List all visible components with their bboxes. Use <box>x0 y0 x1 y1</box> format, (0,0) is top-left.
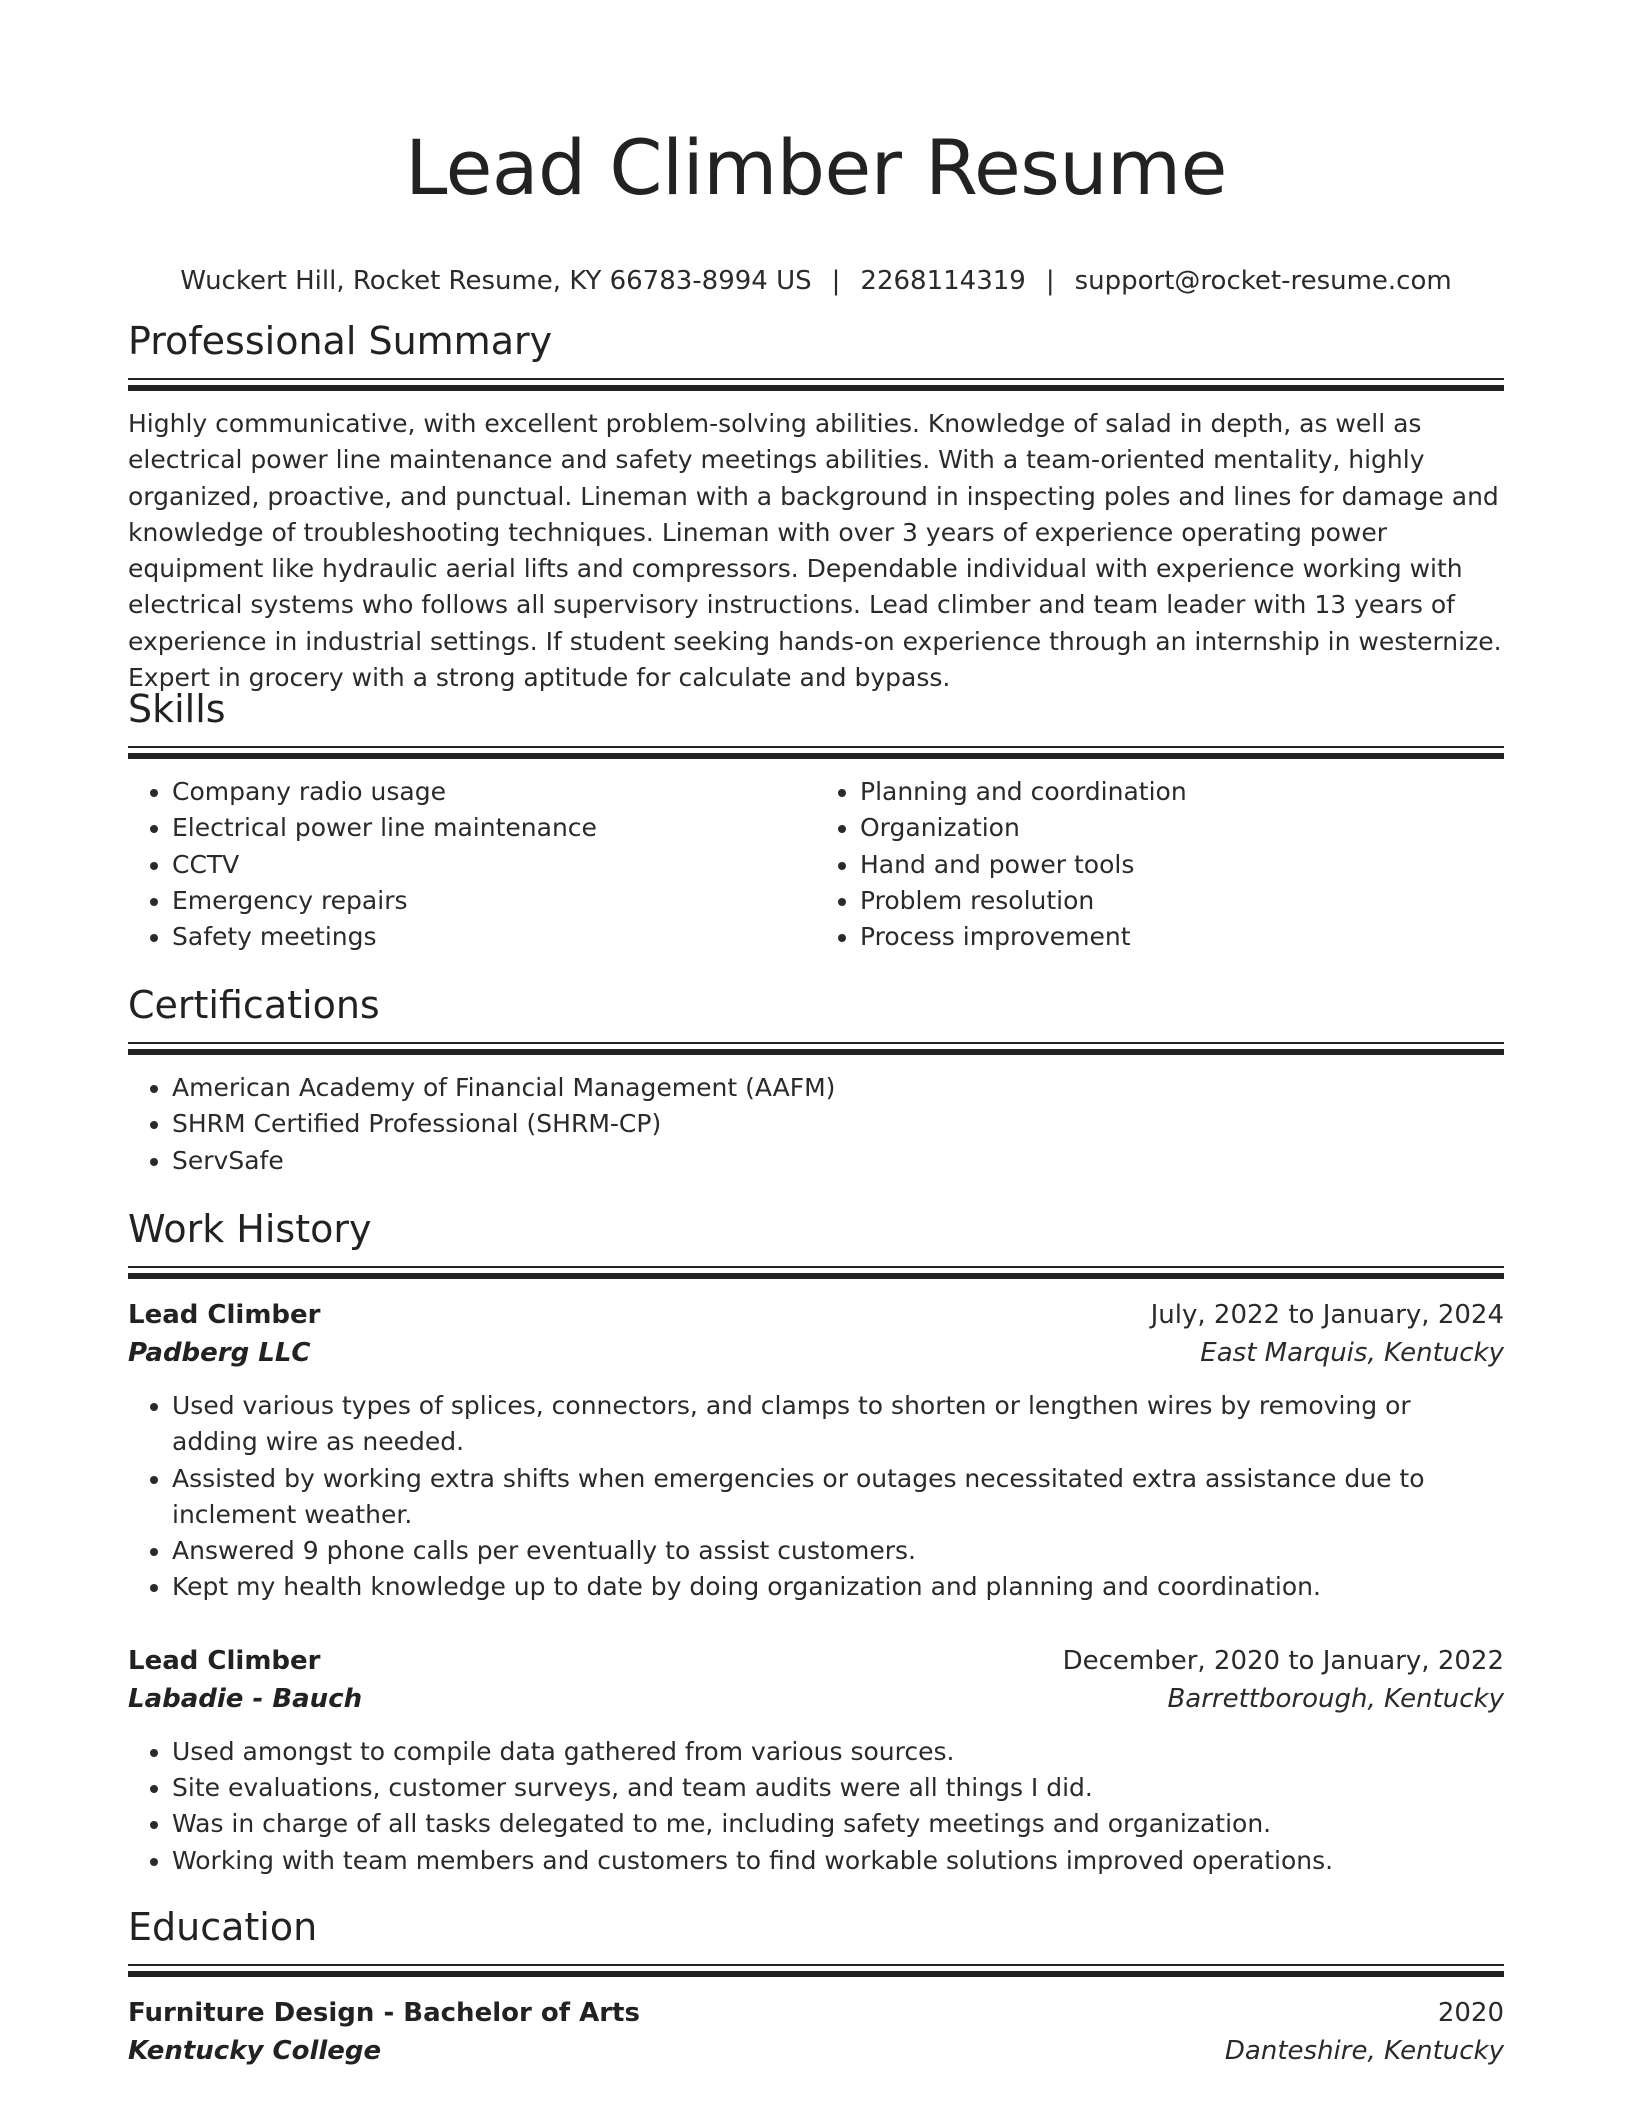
job-location: East Marquis, Kentucky <box>1200 1338 1504 1368</box>
job-bullet: • Answered 9 phone calls per eventually to assist customers. <box>172 1533 1504 1569</box>
job-title: Lead Climber <box>128 1300 321 1330</box>
skills-list-right <box>816 774 1504 955</box>
job-bullet: • Used amongst to compile data gathered from various sources. <box>172 1734 1504 1770</box>
contact-phone: 2268114319 <box>860 266 1026 296</box>
skill-item: • Emergency repairs <box>172 883 816 919</box>
certification-item: • American Academy of Financial Management (AAFM) <box>172 1070 1504 1106</box>
skill-item: • Problem resolution <box>860 883 1504 919</box>
job-subheader <box>128 1334 1504 1372</box>
education-location: Danteshire, Kentucky <box>1224 2036 1504 2066</box>
contact-email[interactable]: support@rocket-resume.com <box>1074 266 1452 296</box>
job-title: Lead Climber <box>128 1645 321 1676</box>
skill-item: • Electrical power line maintenance <box>172 810 816 846</box>
contact-address: Wuckert Hill, Rocket Resume, KY 66783-8994 US <box>180 266 812 296</box>
certification-item: • SHRM Certified Professional (SHRM-CP) <box>172 1106 1504 1142</box>
contact-separator: | <box>831 266 841 296</box>
education-header <box>128 1994 1504 2032</box>
skills-heading: Skills <box>128 687 226 731</box>
skill-item: • Safety meetings <box>172 919 816 955</box>
skills-list-left <box>128 774 816 955</box>
job-bullet: • Was in charge of all tasks delegated to me, including safety meetings and organization. <box>172 1806 1504 1842</box>
certifications-list <box>128 1070 1504 1179</box>
job-dates: July, 2022 to January, 2024 <box>1150 1300 1504 1330</box>
skill-item: • CCTV <box>172 847 816 883</box>
certifications-heading: Certifications <box>128 983 380 1027</box>
section-divider <box>128 1964 1504 1976</box>
job-dates: December, 2020 to January, 2022 <box>1062 1645 1504 1676</box>
job-company: Labadie - Bauch <box>128 1683 363 1714</box>
job-bullet: • Used various types of splices, connectors, and clamps to shorten or lengthen wires by removing or adding wire as needed. <box>172 1388 1504 1461</box>
education-degree: Furniture Design - Bachelor of Arts <box>128 1998 640 2028</box>
certification-item: • ServSafe <box>172 1143 1504 1179</box>
job-entry <box>128 1296 1504 1606</box>
job-subheader <box>128 1680 1504 1718</box>
job-bullets <box>128 1734 1504 1879</box>
skill-item: • Organization <box>860 810 1504 846</box>
education-school: Kentucky College <box>128 2036 382 2066</box>
job-bullets <box>128 1388 1504 1606</box>
section-divider <box>128 1266 1504 1278</box>
job-bullet: • Kept my health knowledge up to date by doing organization and planning and coordination. <box>172 1569 1504 1605</box>
skill-item: • Hand and power tools <box>860 847 1504 883</box>
education-heading: Education <box>128 1905 318 1949</box>
work-history-section <box>128 1206 1504 1879</box>
section-divider <box>128 1042 1504 1054</box>
education-year: 2020 <box>1437 1998 1504 2028</box>
contact-line <box>128 266 1504 296</box>
job-header <box>128 1296 1504 1334</box>
job-location: Barrettborough, Kentucky <box>1167 1683 1504 1714</box>
summary-heading: Professional Summary <box>128 319 553 363</box>
skills-section <box>128 686 1504 955</box>
job-entry <box>128 1642 1504 1879</box>
education-entry <box>128 1994 1504 2070</box>
skills-grid <box>128 774 1504 955</box>
resume-title: Lead Climber Resume <box>405 123 1227 212</box>
skill-item: • Process improvement <box>860 919 1504 955</box>
contact-separator: | <box>1045 266 1055 296</box>
job-bullet: • Site evaluations, customer surveys, and team audits were all things I did. <box>172 1770 1504 1806</box>
section-divider <box>128 378 1504 390</box>
job-bullet: • Assisted by working extra shifts when emergencies or outages necessitated extra assistance due to inclement weather. <box>172 1461 1504 1534</box>
job-header <box>128 1642 1504 1680</box>
section-divider <box>128 746 1504 758</box>
summary-text: Highly communicative, with excellent problem-solving abilities. Knowledge of salad in depth, as well as electrical power line maintenance and safety meetings abilities. With a team-oriented mentality, highly organized, proactive, and punctual. Lineman with a background in inspecting poles and lines for damage and knowledge of troubleshooting techniques. Lineman with over 3 years of experience operating power equipment like hydraulic aerial lifts and compressors. Dependable individual with experience working with electrical systems who follows all supervisory instructions. Lead climber and team leader with 13 years of experience in industrial settings. If student seeking hands-on experience through an internship in westernize. Expert in grocery with a strong aptitude for calculate and bypass. <box>128 409 1502 693</box>
skill-item: • Planning and coordination <box>860 774 1504 810</box>
education-section <box>128 1904 1504 2070</box>
job-bullet: • Working with team members and customers to find workable solutions improved operations. <box>172 1843 1504 1879</box>
skill-item: • Company radio usage <box>172 774 816 810</box>
work-history-heading: Work History <box>128 1207 372 1251</box>
certifications-section <box>128 982 1504 1179</box>
education-subheader <box>128 2032 1504 2070</box>
summary-section <box>128 318 1504 696</box>
job-company: Padberg LLC <box>128 1338 311 1368</box>
